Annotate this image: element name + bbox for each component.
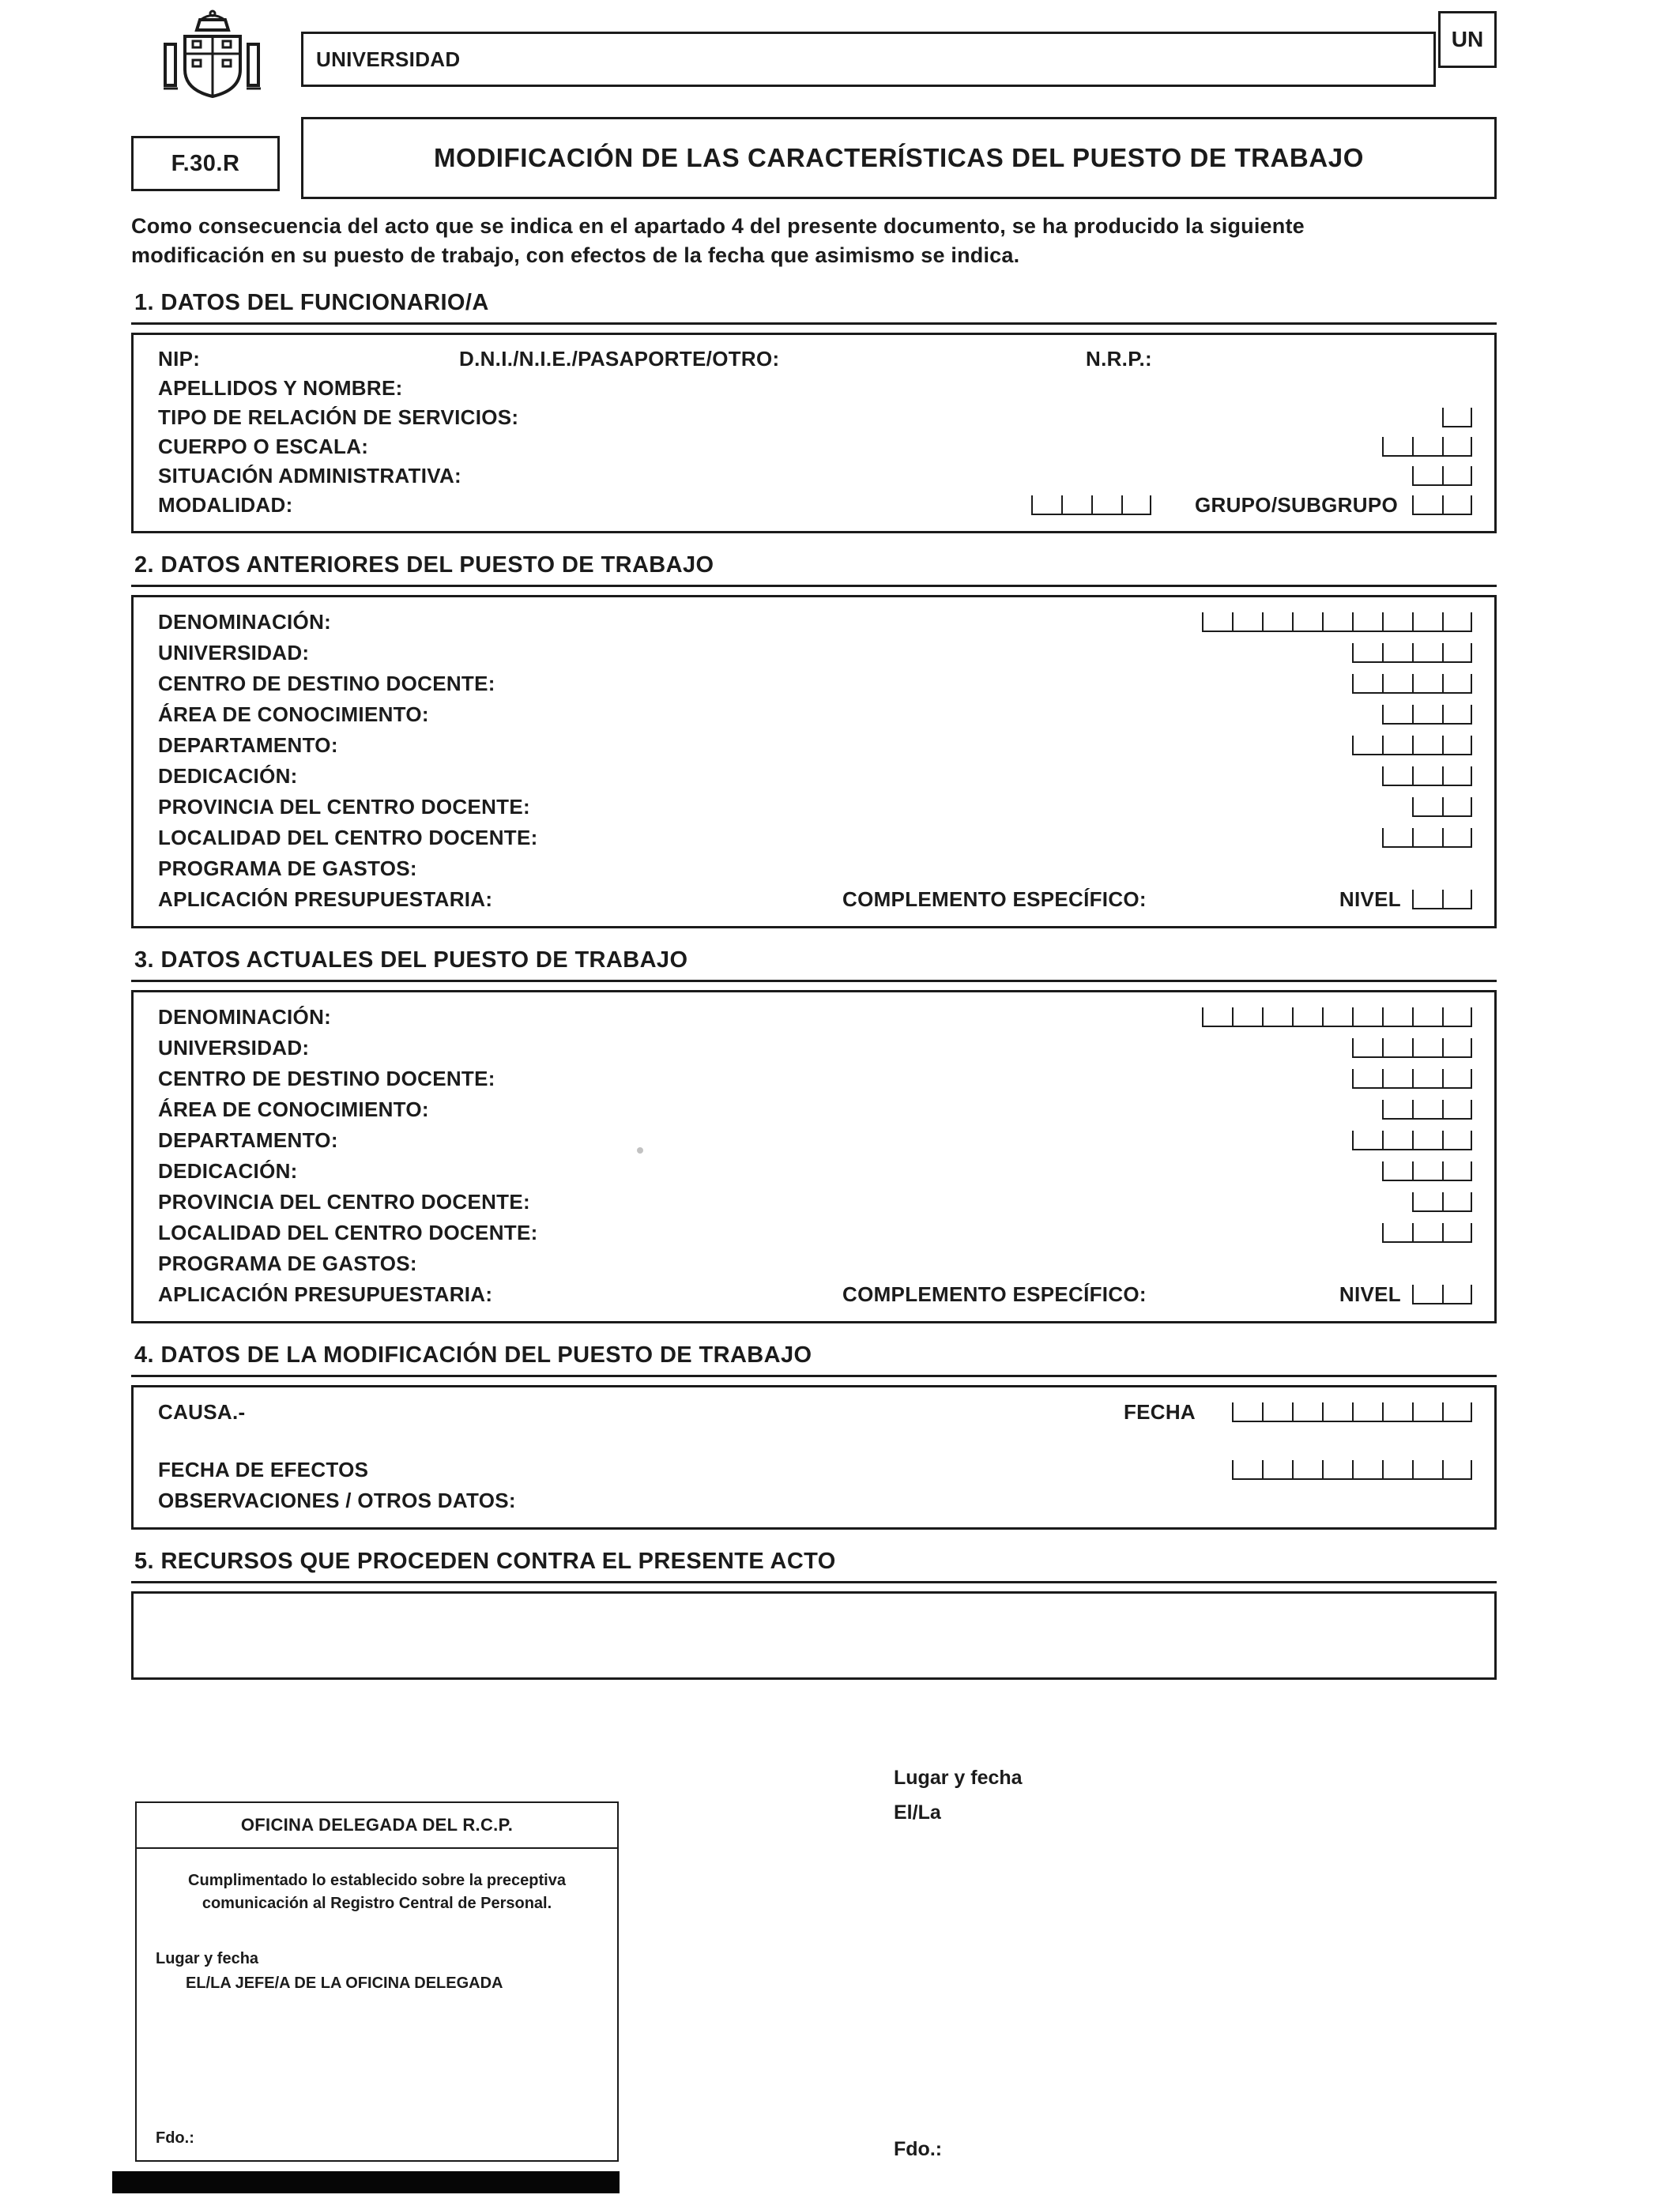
form-row [158,1125,1472,1156]
oficina-fdo-label: Fdo.: [156,2129,194,2147]
el-la-label: El/La [894,1801,941,1824]
comb-cell[interactable] [1412,1285,1442,1304]
comb-cell[interactable] [1412,1223,1442,1243]
comb-cell[interactable] [1322,612,1352,632]
comb-cell[interactable] [1382,1402,1412,1422]
form-row [158,668,1472,699]
code-field[interactable] [1382,705,1472,725]
form-row [158,1455,1472,1485]
form-row [158,491,1472,520]
section-funcionario [131,290,1497,533]
comb-cell[interactable] [1382,1161,1412,1181]
section-2-heading: 2. DATOS ANTERIORES DEL PUESTO DE TRABAJO [131,552,1497,587]
comb-cell[interactable] [1412,1402,1442,1422]
comb-cell[interactable] [1292,612,1322,632]
comb-cell[interactable] [1442,1285,1472,1304]
nivel-label: NIVEL [1339,1282,1401,1306]
comb-cell[interactable] [1382,674,1412,694]
code-field[interactable] [1352,1038,1472,1058]
comb-cell[interactable] [1382,705,1412,725]
form-title: MODIFICACIÓN DE LAS CARACTERÍSTICAS DEL PUESTO DE TRABAJO [433,143,1365,172]
comb-cell[interactable] [1292,1007,1322,1027]
form-row [158,638,1472,668]
field-label: PROVINCIA DEL CENTRO DOCENTE: [158,1189,530,1214]
comb-cell[interactable] [1442,890,1472,909]
comb-cell[interactable] [1442,1007,1472,1027]
form-row [158,1218,1472,1248]
comb-cell[interactable] [1442,1223,1472,1243]
comb-cell[interactable] [1442,674,1472,694]
oficina-note: Cumplimentado lo establecido sobre la preceptiva comunicación al Registro Central de Personal. [188,1871,566,1912]
comb-cell[interactable] [1412,1100,1442,1120]
comb-cell[interactable] [1352,1131,1382,1150]
comb-cell[interactable] [1382,1223,1412,1243]
section-modificacion [131,1342,1497,1530]
comb-cell[interactable] [1412,612,1442,632]
form-row [158,403,1472,432]
comb-cell[interactable] [1262,612,1292,632]
comb-cell[interactable] [1322,1460,1352,1480]
comb-cell[interactable] [1262,1460,1292,1480]
comb-cell[interactable] [1382,736,1412,755]
corner-code: UN [1451,27,1484,51]
comb-cell[interactable] [1382,1131,1412,1150]
comb-cell[interactable] [1442,466,1472,486]
comb-cell[interactable] [1322,1402,1352,1422]
spain-coat-of-arms-icon [160,8,264,114]
comb-cell[interactable] [1262,1402,1292,1422]
observaciones-label: OBSERVACIONES / OTROS DATOS: [158,1488,516,1512]
field-label: DEPARTAMENTO: [158,1127,338,1152]
comb-cell[interactable] [1232,1460,1262,1480]
comb-cell[interactable] [1322,1007,1352,1027]
form-row [158,1094,1472,1125]
comb-cell[interactable] [1232,612,1262,632]
section-3-box [131,990,1497,1323]
code-field[interactable] [1202,1007,1472,1027]
fecha-code-field[interactable] [1232,1402,1472,1422]
section-recursos [131,1549,1497,1680]
comb-cell[interactable] [1442,643,1472,663]
comb-cell[interactable] [1232,1007,1262,1027]
section-4-heading: 4. DATOS DE LA MODIFICACIÓN DEL PUESTO DE TRABAJO [131,1342,1497,1377]
comb-cell[interactable] [1382,437,1412,457]
comb-cell[interactable] [1352,1402,1382,1422]
comb-cell[interactable] [1031,495,1061,515]
tipo-relacion-code-field[interactable] [1442,408,1472,427]
form-row [158,1248,1472,1279]
corner-code-box [1438,11,1497,68]
form-row [158,884,1472,915]
comb-cell[interactable] [1382,828,1412,848]
form-code: F.30.R [171,150,240,176]
fdo-right-label: Fdo.: [894,2137,943,2160]
modalidad-label: MODALIDAD: [158,492,293,517]
code-field[interactable] [1382,766,1472,786]
field-label: LOCALIDAD DEL CENTRO DOCENTE: [158,1220,538,1244]
tipo-relacion-label: TIPO DE RELACIÓN DE SERVICIOS: [158,405,519,429]
intro-paragraph: Como consecuencia del acto que se indica en el apartado 4 del presente documento, se ha producido la siguiente modificación en su puesto de trabajo, con efectos de la fecha que asimismo se indica. [131,214,1305,268]
nivel-code-field[interactable] [1412,1285,1472,1304]
code-field[interactable] [1202,612,1472,632]
modalidad-code-field[interactable] [1031,495,1151,515]
comb-cell[interactable] [1382,1460,1412,1480]
comb-cell[interactable] [1352,612,1382,632]
form-row [158,761,1472,792]
comb-cell[interactable] [1412,705,1442,725]
comb-cell[interactable] [1202,1007,1232,1027]
comb-cell[interactable] [1091,495,1121,515]
comb-cell[interactable] [1382,1100,1412,1120]
section-1-box [131,333,1497,533]
code-field[interactable] [1352,643,1472,663]
field-label: PROGRAMA DE GASTOS: [158,856,417,880]
comb-cell[interactable] [1412,1460,1442,1480]
comb-cell[interactable] [1412,766,1442,786]
comb-cell[interactable] [1412,828,1442,848]
nrp-label: N.R.P.: [1086,346,1152,371]
cuerpo-label: CUERPO O ESCALA: [158,434,369,458]
section-5-heading: 5. RECURSOS QUE PROCEDEN CONTRA EL PRESENTE ACTO [131,1549,1497,1583]
scan-artifact-speck [637,1147,643,1154]
code-field[interactable] [1382,828,1472,848]
field-label: DEPARTAMENTO: [158,732,338,757]
comb-cell[interactable] [1442,612,1472,632]
comb-cell[interactable] [1442,437,1472,457]
section-4-box [131,1385,1497,1530]
complemento-label: COMPLEMENTO ESPECÍFICO: [842,1282,1147,1306]
field-label: ÁREA DE CONOCIMIENTO: [158,702,429,726]
nip-label: NIP: [158,346,201,371]
fecha-efectos-label: FECHA DE EFECTOS [158,1457,369,1481]
form-row [158,607,1472,638]
comb-cell[interactable] [1412,1161,1442,1181]
form-row [158,1002,1472,1033]
comb-cell[interactable] [1382,1007,1412,1027]
comb-cell[interactable] [1352,674,1382,694]
recursos-empty-field[interactable] [131,1591,1497,1680]
field-label: UNIVERSIDAD: [158,1035,310,1060]
form-row [158,432,1472,461]
oficina-jefe-label: EL/LA JEFE/A DE LA OFICINA DELEGADA [186,1974,503,1992]
field-label: CENTRO DE DESTINO DOCENTE: [158,1066,495,1090]
grupo-subgrupo-label: GRUPO/SUBGRUPO [1194,492,1398,517]
form-row [158,1156,1472,1187]
form-document [131,0,1497,2206]
section-datos-anteriores [131,552,1497,928]
comb-cell[interactable] [1442,828,1472,848]
form-row [158,344,1472,374]
form-row [158,1063,1472,1094]
field-label: DEDICACIÓN: [158,1158,298,1183]
nivel-code-field[interactable] [1412,890,1472,909]
field-label: PROGRAMA DE GASTOS: [158,1251,417,1275]
comb-cell[interactable] [1352,1007,1382,1027]
comb-cell[interactable] [1202,612,1232,632]
form-row [158,792,1472,823]
fecha-efectos-code-field[interactable] [1232,1460,1472,1480]
form-row [158,730,1472,761]
form-row [158,1485,1472,1516]
comb-cell[interactable] [1442,1460,1472,1480]
comb-cell[interactable] [1352,736,1382,755]
field-label: DEDICACIÓN: [158,763,298,788]
comb-cell[interactable] [1412,797,1442,817]
comb-cell[interactable] [1382,643,1412,663]
form-row [158,1397,1472,1428]
comb-cell[interactable] [1412,643,1442,663]
comb-cell[interactable] [1442,1402,1472,1422]
field-label: DENOMINACIÓN: [158,1004,332,1029]
dni-label: D.N.I./N.I.E./PASAPORTE/OTRO: [459,346,780,371]
field-label: APLICACIÓN PRESUPUESTARIA: [158,1282,493,1306]
situacion-label: SITUACIÓN ADMINISTRATIVA: [158,463,461,488]
comb-cell[interactable] [1412,466,1442,486]
code-field[interactable] [1352,736,1472,755]
comb-cell[interactable] [1412,495,1442,515]
spacer [158,1428,1472,1455]
comb-cell[interactable] [1382,1069,1412,1089]
oficina-lugar-fecha-label: Lugar y fecha [156,1949,259,1967]
section-datos-actuales [131,947,1497,1323]
comb-cell[interactable] [1412,1192,1442,1212]
university-name-box [301,32,1436,87]
situacion-code-field[interactable] [1412,466,1472,486]
comb-cell[interactable] [1352,1460,1382,1480]
comb-cell[interactable] [1442,1069,1472,1089]
code-field[interactable] [1412,1192,1472,1212]
comb-cell[interactable] [1412,1131,1442,1150]
field-label: DENOMINACIÓN: [158,609,332,634]
form-code-box [131,136,280,191]
comb-cell[interactable] [1382,766,1412,786]
field-label: UNIVERSIDAD: [158,640,310,664]
form-row [158,461,1472,491]
nivel-label: NIVEL [1339,887,1401,911]
comb-cell[interactable] [1442,736,1472,755]
comb-cell[interactable] [1442,1100,1472,1120]
code-field[interactable] [1352,1069,1472,1089]
field-label: APLICACIÓN PRESUPUESTARIA: [158,887,493,911]
complemento-label: COMPLEMENTO ESPECÍFICO: [842,887,1147,911]
section-2-box [131,595,1497,928]
comb-cell[interactable] [1352,1038,1382,1058]
comb-cell[interactable] [1292,1460,1322,1480]
form-row [158,1279,1472,1310]
comb-cell[interactable] [1061,495,1091,515]
oficina-delegada-box [135,1801,619,2162]
field-label: CENTRO DE DESTINO DOCENTE: [158,671,495,695]
comb-cell[interactable] [1442,1038,1472,1058]
comb-cell[interactable] [1412,437,1442,457]
comb-cell[interactable] [1292,1402,1322,1422]
field-label: PROVINCIA DEL CENTRO DOCENTE: [158,794,530,819]
scan-artifact-bar [112,2171,620,2193]
cuerpo-code-field[interactable] [1382,437,1472,457]
field-label: ÁREA DE CONOCIMIENTO: [158,1097,429,1121]
comb-cell[interactable] [1442,1161,1472,1181]
section-1-heading: 1. DATOS DEL FUNCIONARIO/A [131,290,1497,325]
comb-cell[interactable] [1262,1007,1292,1027]
comb-cell[interactable] [1232,1402,1262,1422]
comb-cell[interactable] [1442,1192,1472,1212]
comb-cell[interactable] [1352,1069,1382,1089]
comb-cell[interactable] [1412,1069,1442,1089]
comb-cell[interactable] [1442,408,1472,427]
code-field[interactable] [1412,797,1472,817]
apellidos-label: APELLIDOS Y NOMBRE: [158,375,403,400]
comb-cell[interactable] [1412,674,1442,694]
university-label: UNIVERSIDAD [316,47,461,71]
form-row [158,853,1472,884]
comb-cell[interactable] [1442,1131,1472,1150]
field-label: LOCALIDAD DEL CENTRO DOCENTE: [158,825,538,849]
comb-cell[interactable] [1442,705,1472,725]
code-field[interactable] [1382,1161,1472,1181]
form-row [158,1033,1472,1063]
code-field[interactable] [1382,1100,1472,1120]
comb-cell[interactable] [1121,495,1151,515]
lugar-fecha-right-label: Lugar y fecha [894,1766,1023,1789]
comb-cell[interactable] [1352,643,1382,663]
form-row [158,1187,1472,1218]
comb-cell[interactable] [1412,1038,1442,1058]
form-row [158,699,1472,730]
section-3-heading: 3. DATOS ACTUALES DEL PUESTO DE TRABAJO [131,947,1497,982]
form-header [131,0,1497,202]
comb-cell[interactable] [1382,1038,1412,1058]
form-row [158,823,1472,853]
form-row [158,374,1472,403]
code-field[interactable] [1382,1223,1472,1243]
comb-cell[interactable] [1442,766,1472,786]
grupo-subgrupo-code-field[interactable] [1412,495,1472,515]
oficina-delegada-title: OFICINA DELEGADA DEL R.C.P. [137,1803,617,1849]
comb-cell[interactable] [1412,1007,1442,1027]
causa-label: CAUSA.- [158,1399,246,1424]
code-field[interactable] [1352,1131,1472,1150]
fecha-group [1124,1400,1472,1425]
comb-cell[interactable] [1412,890,1442,909]
form-title-box [301,117,1497,199]
code-field[interactable] [1352,674,1472,694]
comb-cell[interactable] [1412,736,1442,755]
signature-area [131,1767,1497,2206]
fecha-label: FECHA [1123,1399,1196,1424]
comb-cell[interactable] [1442,797,1472,817]
comb-cell[interactable] [1382,612,1412,632]
comb-cell[interactable] [1442,495,1472,515]
